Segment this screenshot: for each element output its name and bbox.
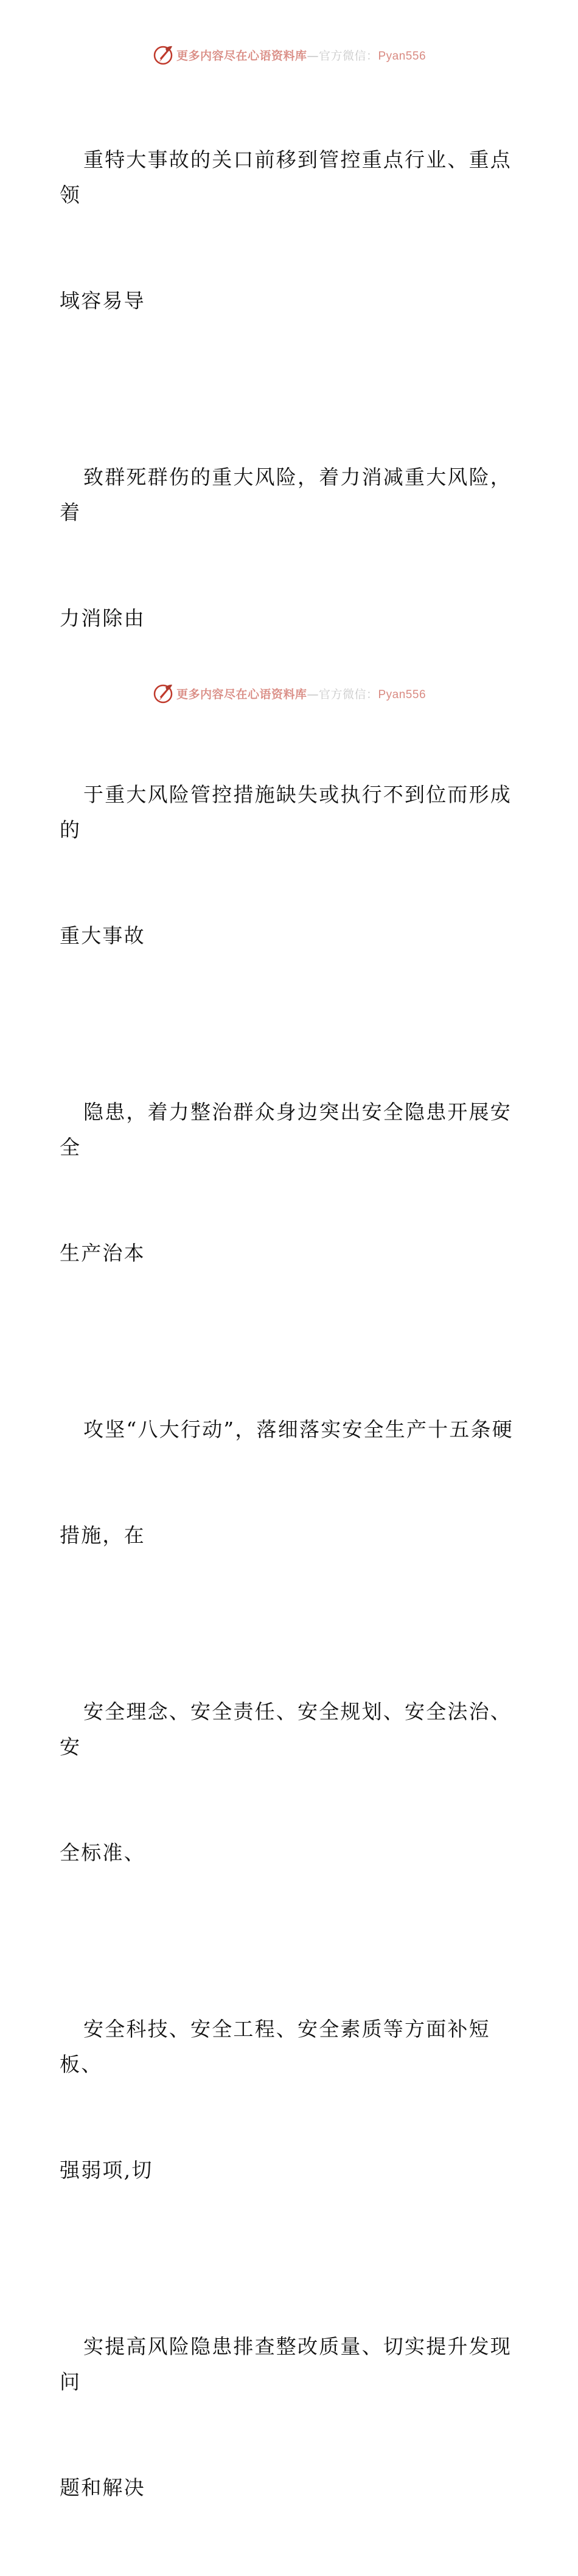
watermark-wechat-id: Pyan556 — [378, 49, 427, 63]
paragraph-line: 力消除由 — [60, 606, 145, 630]
paragraph-line: 重特大事故的关口前移到管控重点行业、重点领 — [60, 148, 512, 207]
watermark-dash: — — [307, 687, 319, 701]
paragraph-line: 全标准、 — [60, 1841, 145, 1864]
watermark-text: 更多内容尽在心语资料库 — [176, 49, 307, 63]
paragraph-line: 域容易导 — [60, 289, 145, 313]
paragraph-line: 生产治本 — [60, 1241, 145, 1265]
paragraph-line: 实提高风险隐患排查整改质量、切实提升发现问 — [60, 2335, 512, 2394]
header-watermark — [0, 43, 578, 67]
document-body — [60, 72, 522, 2576]
quill-logo-icon — [152, 44, 174, 66]
watermark-wechat-label: 官方微信： — [318, 49, 378, 63]
paragraph-line: 强弱项,切 — [60, 2158, 153, 2182]
paragraph-line: 隐患，着力整治群众身边突出安全隐患开展安全 — [60, 1100, 512, 1159]
paragraph — [60, 1624, 522, 1941]
paragraph — [60, 72, 522, 389]
paragraph-line: 攻坚“八大行动”，落细落实安全生产十五条硬 — [83, 1418, 514, 1441]
watermark-text: 更多内容尽在心语资料库 — [176, 687, 307, 701]
watermark-wechat-label: 官方微信： — [318, 687, 378, 701]
paragraph — [60, 2259, 522, 2576]
quill-logo-icon — [152, 682, 174, 704]
watermark-wechat-id: Pyan556 — [378, 688, 427, 701]
paragraph-line: 安全科技、安全工程、安全素质等方面补短板、 — [60, 2017, 490, 2076]
paragraph — [60, 1024, 522, 1342]
paragraph — [60, 1941, 522, 2259]
paragraph-line: 措施，在 — [60, 1523, 145, 1547]
paragraph-line: 致群死群伤的重大风险，着力消减重大风险，着 — [60, 465, 512, 524]
paragraph — [60, 707, 522, 1024]
paragraph-line: 重大事故 — [60, 924, 145, 947]
paragraph-line: 于重大风险管控措施缺失或执行不到位而形成的 — [60, 783, 512, 842]
watermark-dash: — — [307, 49, 319, 63]
footer-watermark — [0, 681, 578, 705]
paragraph — [60, 1342, 522, 1624]
paragraph-line: 题和解决 — [60, 2476, 145, 2499]
paragraph — [60, 389, 522, 707]
paragraph-line: 安全理念、安全责任、安全规划、安全法治、安 — [60, 1700, 512, 1759]
